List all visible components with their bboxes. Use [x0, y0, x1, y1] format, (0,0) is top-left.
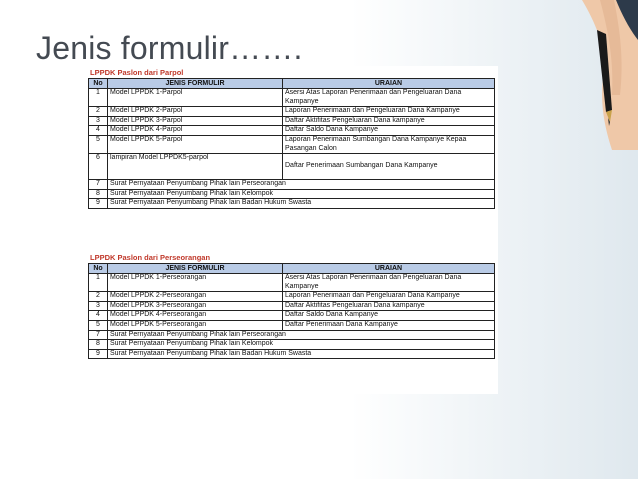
row-jenis: Model LPPDK 4-Parpol — [108, 126, 283, 136]
row-jenis: Surat Pernyataan Penyumbang Pihak lain Badan Hukum Swasta — [108, 199, 495, 209]
table-row — [89, 116, 495, 126]
row-jenis: Model LPPDK 3-Perseorangan — [108, 301, 283, 311]
row-jenis: Model LPPDK 4-Perseorangan — [108, 311, 283, 321]
pen-photo — [542, 0, 638, 150]
table-row — [89, 292, 495, 302]
table-row — [89, 274, 495, 292]
row-no: 5 — [89, 135, 108, 153]
table-row — [89, 154, 495, 180]
slide-title: Jenis formulir……. — [36, 30, 303, 66]
forms-table-panel — [86, 66, 498, 394]
row-uraian: Daftar Aktifitas Pengeluaran Dana kampanye — [283, 116, 495, 126]
table-header-row — [89, 264, 495, 274]
row-no: 4 — [89, 126, 108, 136]
row-jenis: lampiran Model LPPDK5-parpol — [108, 154, 283, 180]
table-row — [89, 135, 495, 153]
row-uraian: Laporan Penerimaan dan Pengeluaran Dana Kampanye — [283, 107, 495, 117]
row-jenis: Surat Pernyataan Penyumbang Pihak lain Kelompok — [108, 340, 495, 350]
row-jenis: Model LPPDK 2-Perseorangan — [108, 292, 283, 302]
row-no: 9 — [89, 349, 108, 359]
row-jenis: Surat Pernyataan Penyumbang Pihak lain Badan Hukum Swasta — [108, 349, 495, 359]
header-uraian: URAIAN — [283, 79, 495, 89]
row-jenis: Model LPPDK 2-Parpol — [108, 107, 283, 117]
row-uraian: Daftar Aktifitas Pengeluaran Dana kampanye — [283, 301, 495, 311]
table-row — [89, 107, 495, 117]
row-uraian: Asersi Atas Laporan Penerimaan dan Pengeluaran Dana Kampanye — [283, 89, 495, 107]
row-jenis: Surat Pernyataan Penyumbang Pihak lain Perseorangan — [108, 180, 495, 190]
row-no: 3 — [89, 116, 108, 126]
row-jenis: Surat Pernyataan Penyumbang Pihak lain Perseorangan — [108, 330, 495, 340]
header-jenis: JENIS FORMULIR — [108, 264, 283, 274]
parpol-table-caption: LPPDK Paslon dari Parpol — [90, 68, 184, 77]
row-uraian: Daftar Saldo Dana Kampanye — [283, 311, 495, 321]
row-uraian: Daftar Penerimaan Dana Kampanye — [283, 320, 495, 330]
table-row — [89, 330, 495, 340]
row-uraian: Daftar Saldo Dana Kampanye — [283, 126, 495, 136]
header-no: No — [89, 264, 108, 274]
row-no: 4 — [89, 311, 108, 321]
table-row — [89, 89, 495, 107]
row-jenis: Model LPPDK 5-Perseorangan — [108, 320, 283, 330]
table-row — [89, 311, 495, 321]
row-uraian: Daftar Penerimaan Sumbangan Dana Kampanye — [283, 154, 495, 180]
parpol-forms-table — [88, 78, 495, 209]
table-row — [89, 349, 495, 359]
row-jenis: Model LPPDK 1-Parpol — [108, 89, 283, 107]
row-uraian: Laporan Penerimaan Sumbangan Dana Kampanye Kepaa Pasangan Calon — [283, 135, 495, 153]
header-jenis: JENIS FORMULIR — [108, 79, 283, 89]
row-no: 8 — [89, 340, 108, 350]
table-row — [89, 301, 495, 311]
row-jenis: Model LPPDK 5-Parpol — [108, 135, 283, 153]
table-row — [89, 189, 495, 199]
header-uraian: URAIAN — [283, 264, 495, 274]
row-no: 1 — [89, 89, 108, 107]
row-no: 8 — [89, 189, 108, 199]
table-header-row — [89, 79, 495, 89]
row-no: 2 — [89, 107, 108, 117]
row-uraian: Laporan Penerimaan dan Pengeluaran Dana Kampanye — [283, 292, 495, 302]
table-row — [89, 199, 495, 209]
perseorangan-forms-table — [88, 263, 495, 359]
row-no: 6 — [89, 154, 108, 180]
row-no: 1 — [89, 274, 108, 292]
row-no: 5 — [89, 320, 108, 330]
table-row — [89, 180, 495, 190]
table-row — [89, 126, 495, 136]
row-uraian: Asersi Atas Laporan Penerimaan dan Pengeluaran Dana Kampanye — [283, 274, 495, 292]
row-no: 9 — [89, 199, 108, 209]
header-no: No — [89, 79, 108, 89]
row-jenis: Model LPPDK 3-Parpol — [108, 116, 283, 126]
row-jenis: Surat Pernyataan Penyumbang Pihak lain Kelompok — [108, 189, 495, 199]
table-row — [89, 320, 495, 330]
table-row — [89, 340, 495, 350]
row-no: 2 — [89, 292, 108, 302]
row-no: 7 — [89, 180, 108, 190]
row-no: 3 — [89, 301, 108, 311]
perseorangan-table-caption: LPPDK Paslon dari Perseorangan — [90, 253, 211, 262]
row-jenis: Model LPPDK 1-Perseorangan — [108, 274, 283, 292]
row-no: 7 — [89, 330, 108, 340]
